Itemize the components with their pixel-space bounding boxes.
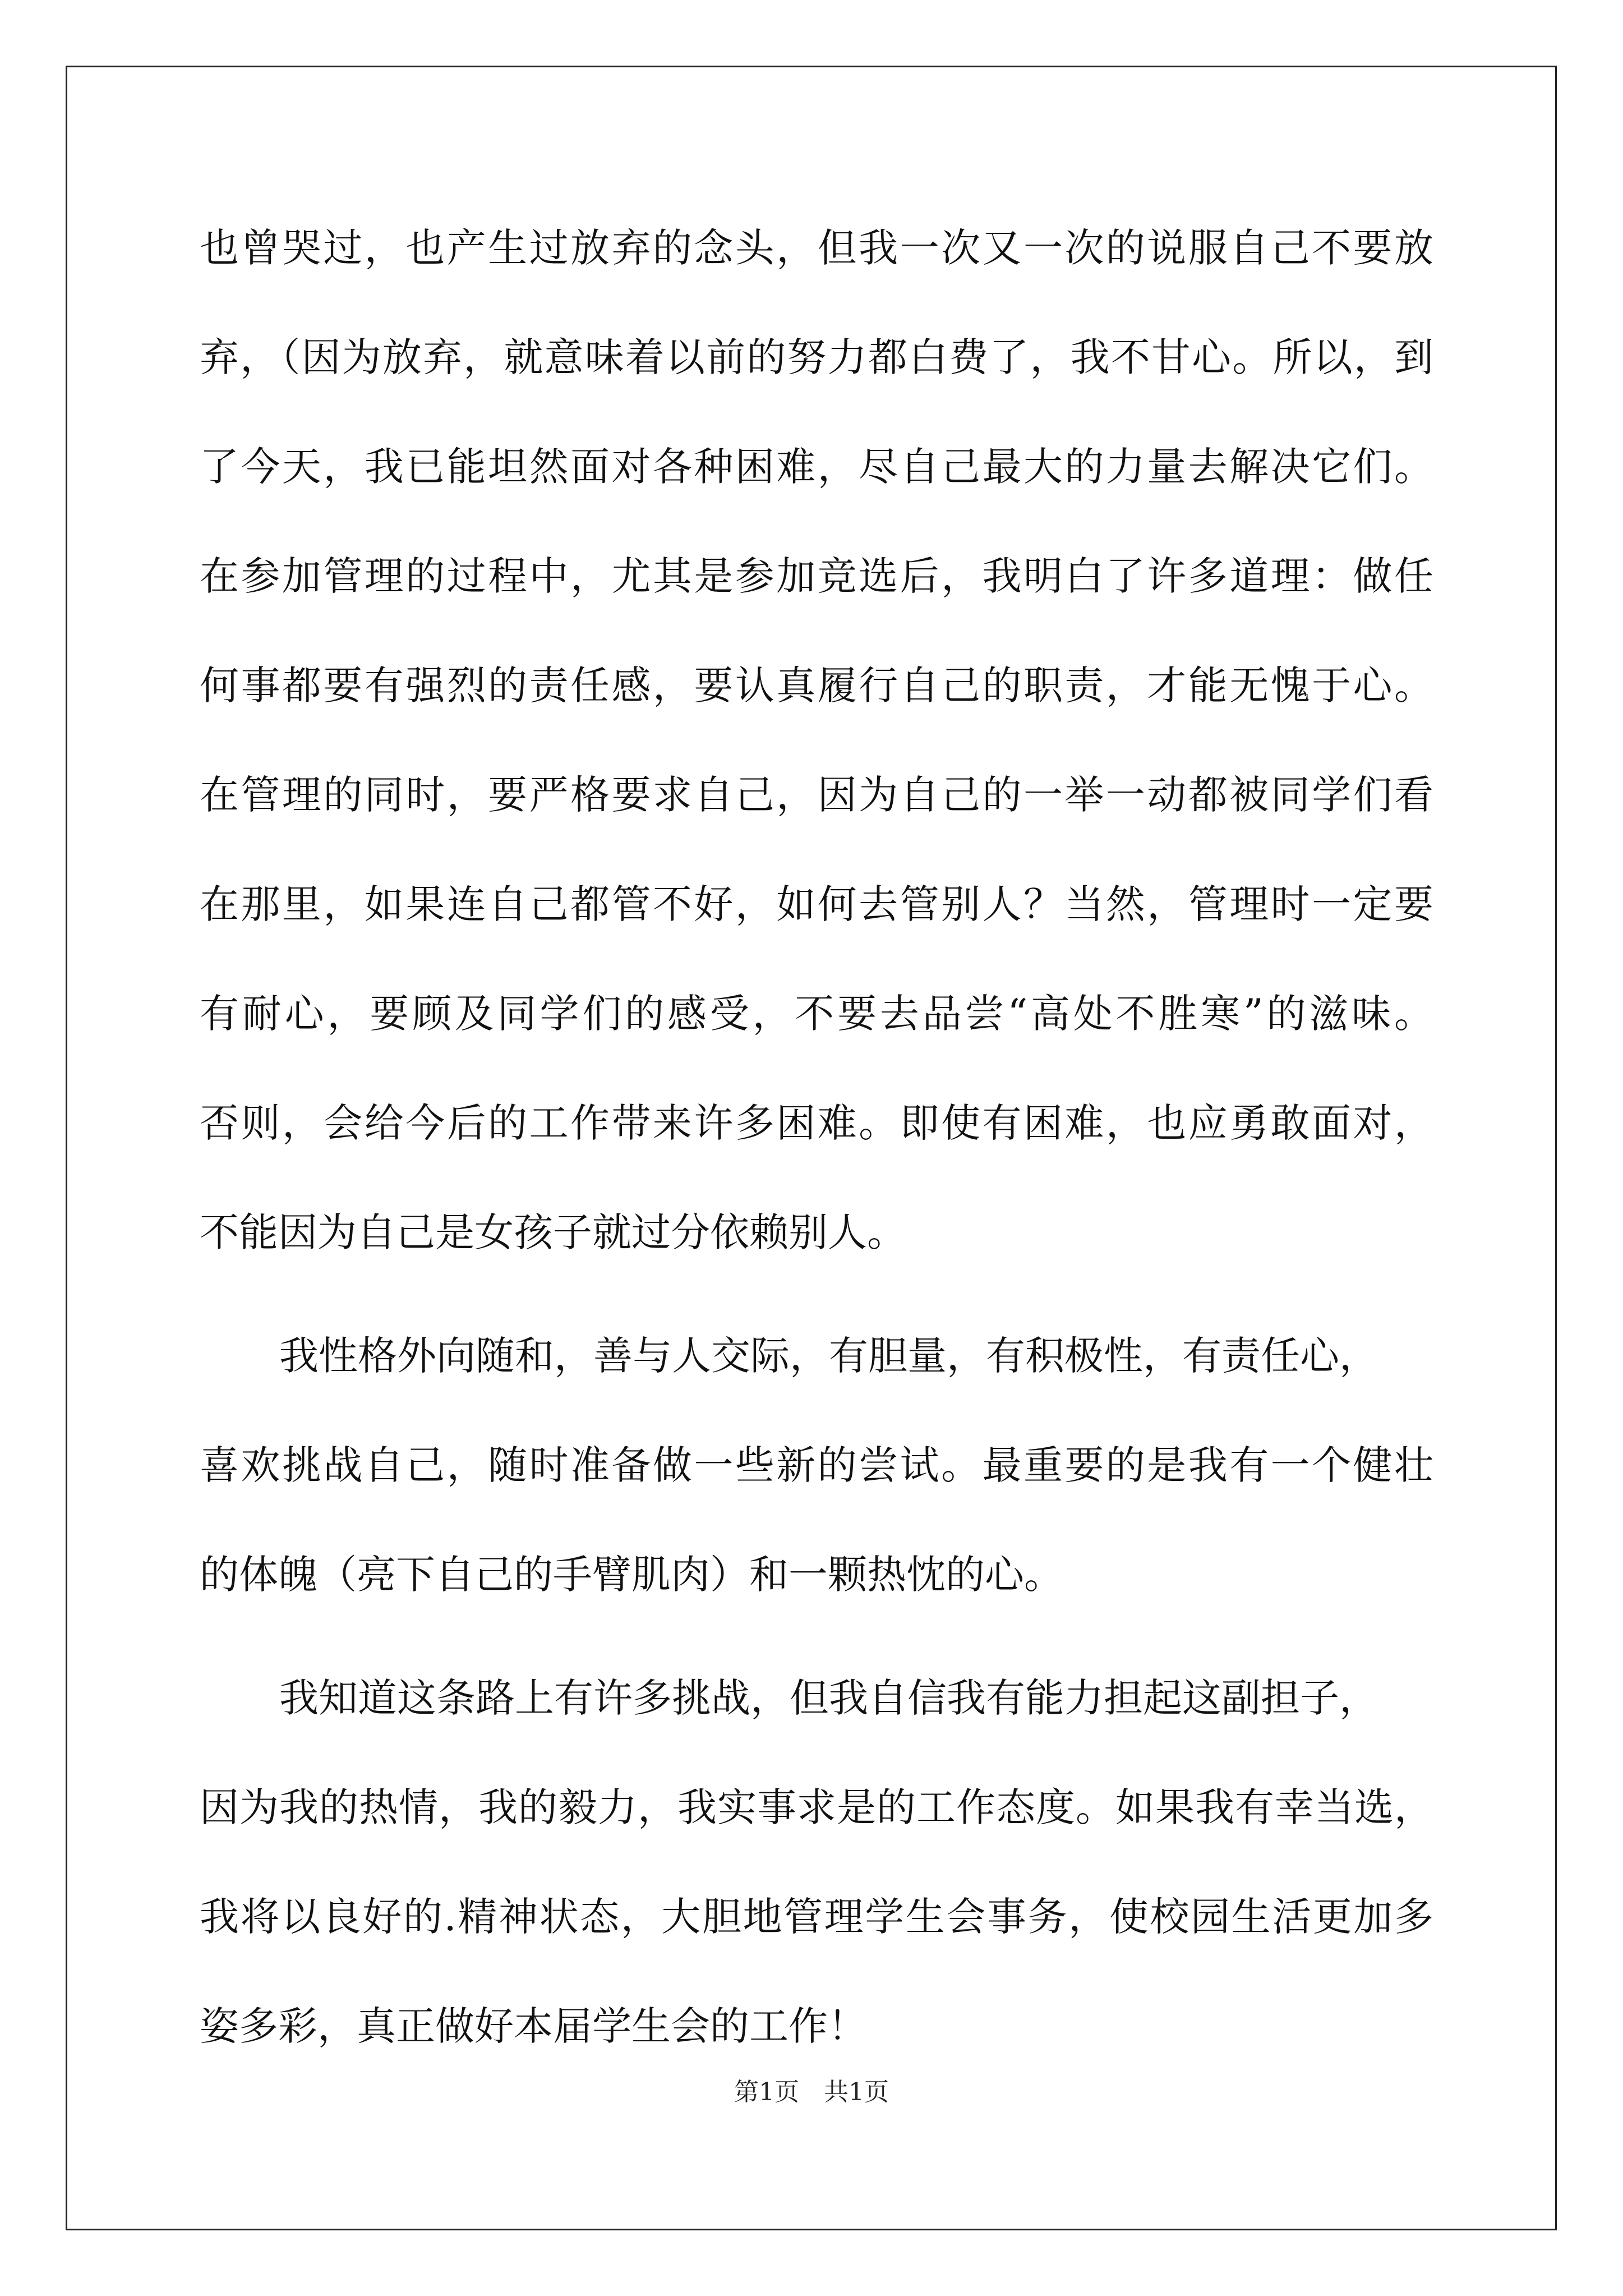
text-line: 弃，（因为放弃，就意味着以前的努力都白费了，我不甘心。所以，到 <box>200 334 1433 380</box>
text-line: 不能因为自己是女孩子就过分依赖别人。 <box>200 1209 906 1255</box>
text-line: 了今天，我已能坦然面对各种困难，尽自己最大的力量去解决它们。 <box>200 444 1433 490</box>
text-line: 的体魄（亮下自己的手臂肌肉）和一颗热忱的心。 <box>200 1552 1063 1598</box>
text-line: 我将以良好的.精神状态，大胆地管理学生会事务，使校园生活更加多 <box>200 1894 1433 1940</box>
text-line: 喜欢挑战自己，随时准备做一些新的尝试。最重要的是我有一个健壮 <box>200 1442 1433 1488</box>
text-line: 我性格外向随和，善与人交际，有胆量，有积极性，有责任心， <box>279 1333 1378 1379</box>
text-line: 因为我的热情，我的毅力，我实事求是的工作态度。如果我有幸当选， <box>200 1784 1433 1830</box>
text-line: 在参加管理的过程中，尤其是参加竞选后，我明白了许多道理：做任 <box>200 553 1433 599</box>
text-line: 何事都要有强烈的责任感，要认真履行自己的职责，才能无愧于心。 <box>200 662 1433 708</box>
text-line: 也曾哭过，也产生过放弃的念头，但我一次又一次的说服自己不要放 <box>200 225 1433 271</box>
text-line: 否则，会给今后的工作带来许多困难。即使有困难，也应勇敢面对， <box>200 1100 1433 1146</box>
page-footer: 第1页 共1页 <box>734 2078 889 2106</box>
text-line: 我知道这条路上有许多挑战，但我自信我有能力担起这副担子， <box>279 1675 1378 1721</box>
text-line: 有耐心，要顾及同学们的感受，不要去品尝“高处不胜寒”的滋味。 <box>200 991 1433 1037</box>
text-line: 在管理的同时，要严格要求自己，因为自己的一举一动都被同学们看 <box>200 772 1433 818</box>
text-line: 在那里，如果连自己都管不好，如何去管别人？当然，管理时一定要 <box>200 881 1433 927</box>
text-line: 姿多彩，真正做好本届学生会的工作！ <box>200 2003 867 2049</box>
